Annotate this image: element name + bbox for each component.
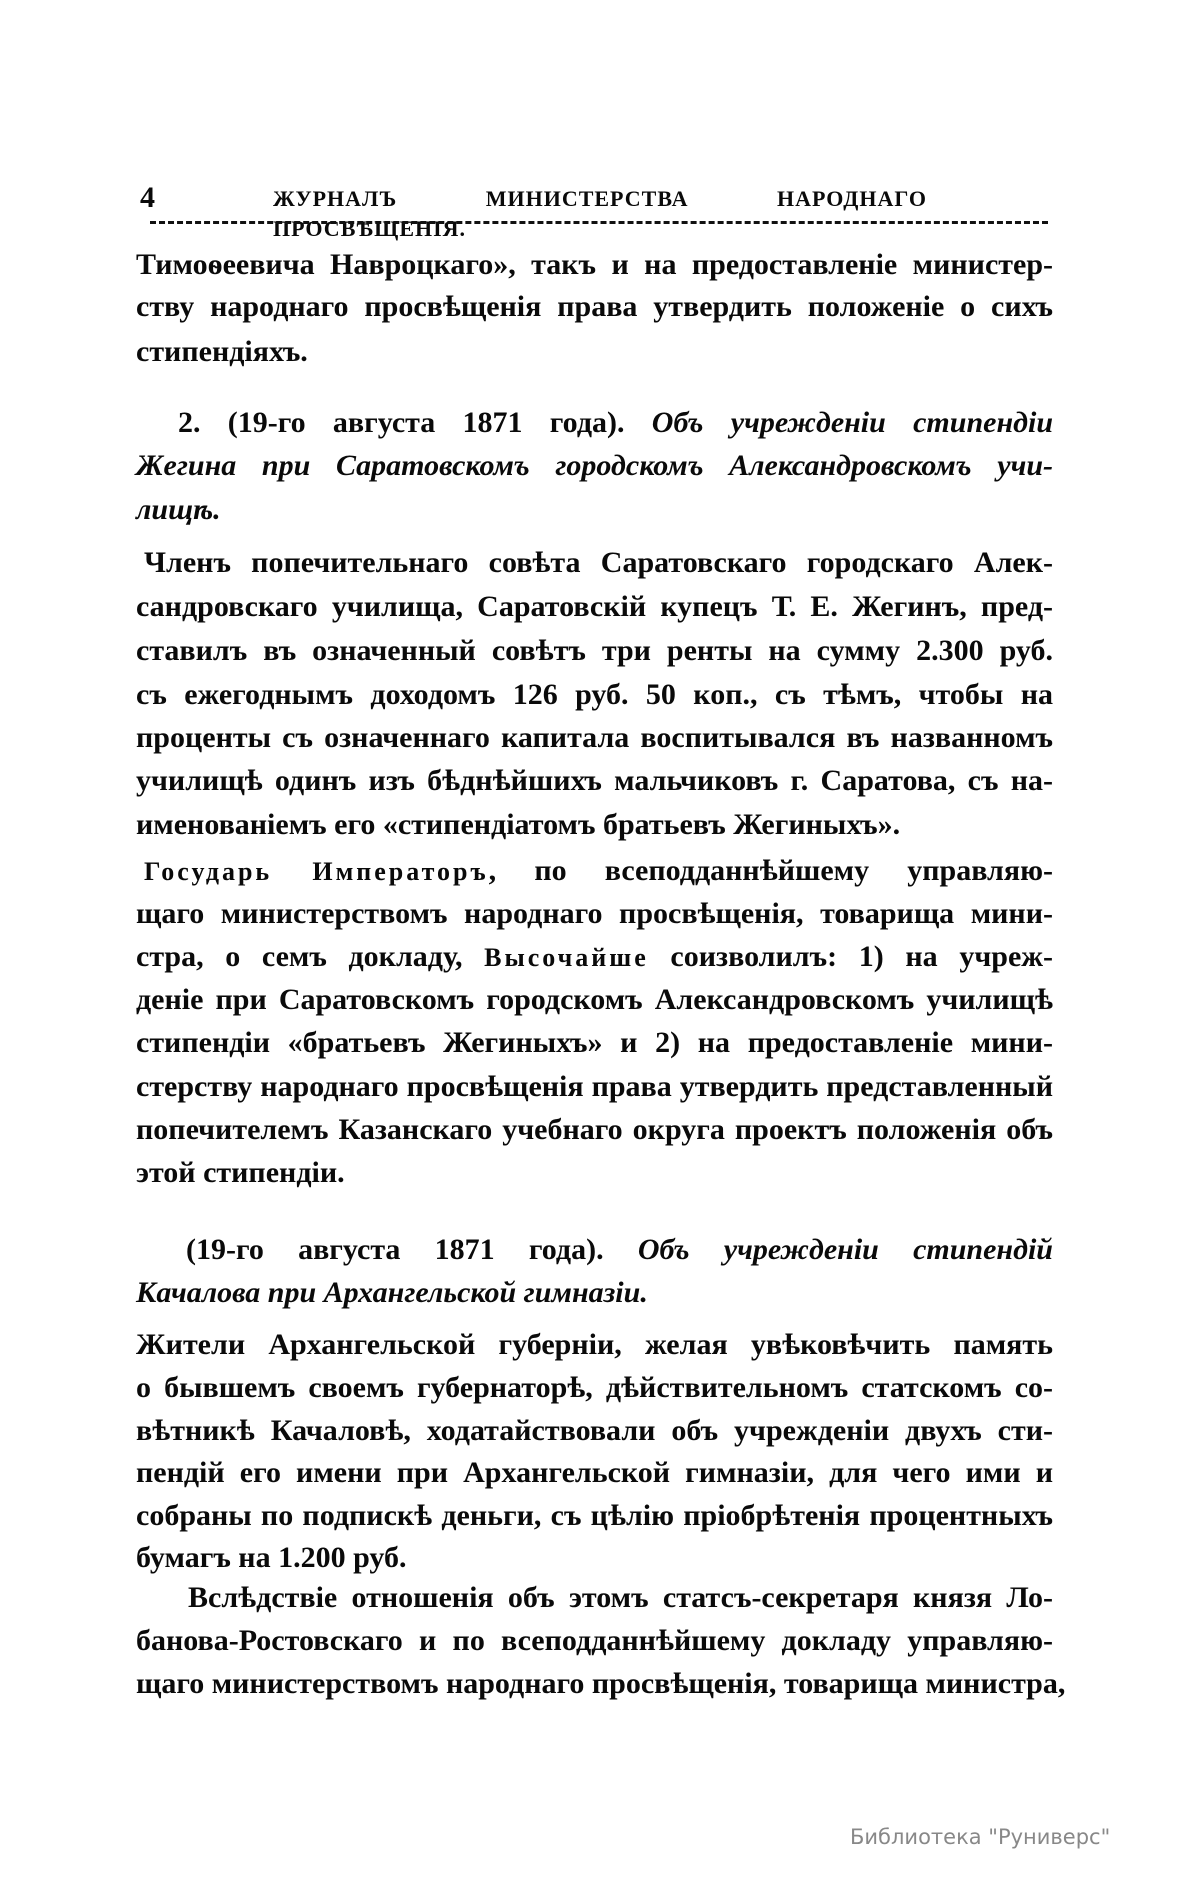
text-line: Тимоѳеевича Навроцкаго», такъ и на предоставленіе министер- <box>136 248 1053 281</box>
text-line: деніе при Саратовскомъ городскомъ Александровскомъ училищѣ <box>136 983 1053 1016</box>
running-title: ЖУРНАЛЪ МИНИСТЕРСТВА НАРОДНАГО ПРОСВѢЩЕНІЯ. <box>273 186 927 241</box>
text-line: собраны по подпискѣ деньги, съ цѣлію пріобрѣтенія процентныхъ <box>136 1499 1053 1532</box>
italic-title: Качалова при Архангельской гимназіи. <box>136 1276 648 1309</box>
italic-title: Объ учрежденіи стипендіи <box>651 406 1054 439</box>
library-watermark: Библиотека "Руниверс" <box>850 1825 1111 1849</box>
text-line: бумагъ на 1.200 руб. <box>136 1541 407 1574</box>
text-line <box>136 490 1053 530</box>
text-line: съ ежегоднымъ доходомъ 126 руб. 50 коп., съ тѣмъ, чтобы на <box>136 678 1053 711</box>
text-line <box>136 1273 1053 1313</box>
text-line: щаго министерствомъ народнаго просвѣщенія, товарища министра, <box>136 1667 1066 1700</box>
text-line: Жители Архангельской губерніи, желая увѣковѣчить память <box>136 1328 1053 1361</box>
text-line: стипендіяхъ. <box>136 335 308 368</box>
text-line <box>178 403 1053 443</box>
text-line: ству народнаго просвѣщенія права утвердить положеніе о сихъ <box>136 290 1053 323</box>
italic-title: лищѣ. <box>136 493 221 526</box>
text-run: , по всеподданнѣйшему управляю- <box>488 854 1054 887</box>
text-run: (19-го августа 1871 года). <box>186 1233 638 1266</box>
text-run: 2. (19-го августа 1871 года). <box>178 406 652 439</box>
page-number: 4 <box>140 181 155 214</box>
text-line: Вслѣдствіе отношенія объ этомъ статсъ-секретаря князя Ло- <box>188 1581 1053 1614</box>
italic-title: Объ учрежденіи стипендій <box>637 1233 1053 1266</box>
header-rule <box>150 221 1048 224</box>
text-line: училищѣ одинъ изъ бѣднѣйшихъ мальчиковъ г. Саратова, съ на- <box>136 764 1053 797</box>
text-line: стипендіи «братьевъ Жегиныхъ» и 2) на предоставленіе мини- <box>136 1026 1053 1059</box>
text-line: банова-Ростовскаго и по всеподданнѣйшему докладу управляю- <box>136 1624 1053 1657</box>
text-line: Членъ попечительнаго совѣта Саратовскаго городскаго Алек- <box>144 546 1053 579</box>
text-line <box>136 446 1053 486</box>
italic-title: Жегина при Саратовскомъ городскомъ Александровскомъ учи- <box>136 449 1053 482</box>
text-run: стра, о семъ докладу, <box>136 940 485 973</box>
text-line: именованіемъ его «стипендіатомъ братьевъ Жегиныхъ». <box>136 808 901 841</box>
text-line: сандровскаго училища, Саратовскій купецъ Т. Е. Жегинъ, пред- <box>136 590 1053 623</box>
text-line: проценты съ означеннаго капитала воспитывался въ названномъ <box>136 721 1053 754</box>
small-caps-text: Высочайше <box>484 943 649 972</box>
text-line <box>144 851 1053 891</box>
text-line: этой стипендіи. <box>136 1156 345 1189</box>
text-line: о бывшемъ своемъ губернаторѣ, дѣйствительномъ статскомъ со- <box>136 1371 1053 1404</box>
text-line: вѣтникѣ Качаловѣ, ходатайствовали объ учрежденіи двухъ сти- <box>136 1414 1053 1447</box>
text-line: щаго министерствомъ народнаго просвѣщенія, товарища мини- <box>136 897 1053 930</box>
text-line: пендій его имени при Архангельской гимназіи, для чего ими и <box>136 1456 1053 1489</box>
text-line: попечителемъ Казанскаго учебнаго округа проектъ положенія объ <box>136 1113 1053 1146</box>
text-run: соизволилъ: 1) на учреж- <box>648 940 1053 973</box>
small-caps-text: Государь Императоръ <box>144 857 489 886</box>
text-line <box>136 937 1053 977</box>
text-line: стерству народнаго просвѣщенія права утвердить представленный <box>136 1070 1053 1103</box>
text-line: ставилъ въ означенный совѣтъ три ренты на сумму 2.300 руб. <box>136 634 1053 667</box>
text-line <box>186 1230 1053 1270</box>
